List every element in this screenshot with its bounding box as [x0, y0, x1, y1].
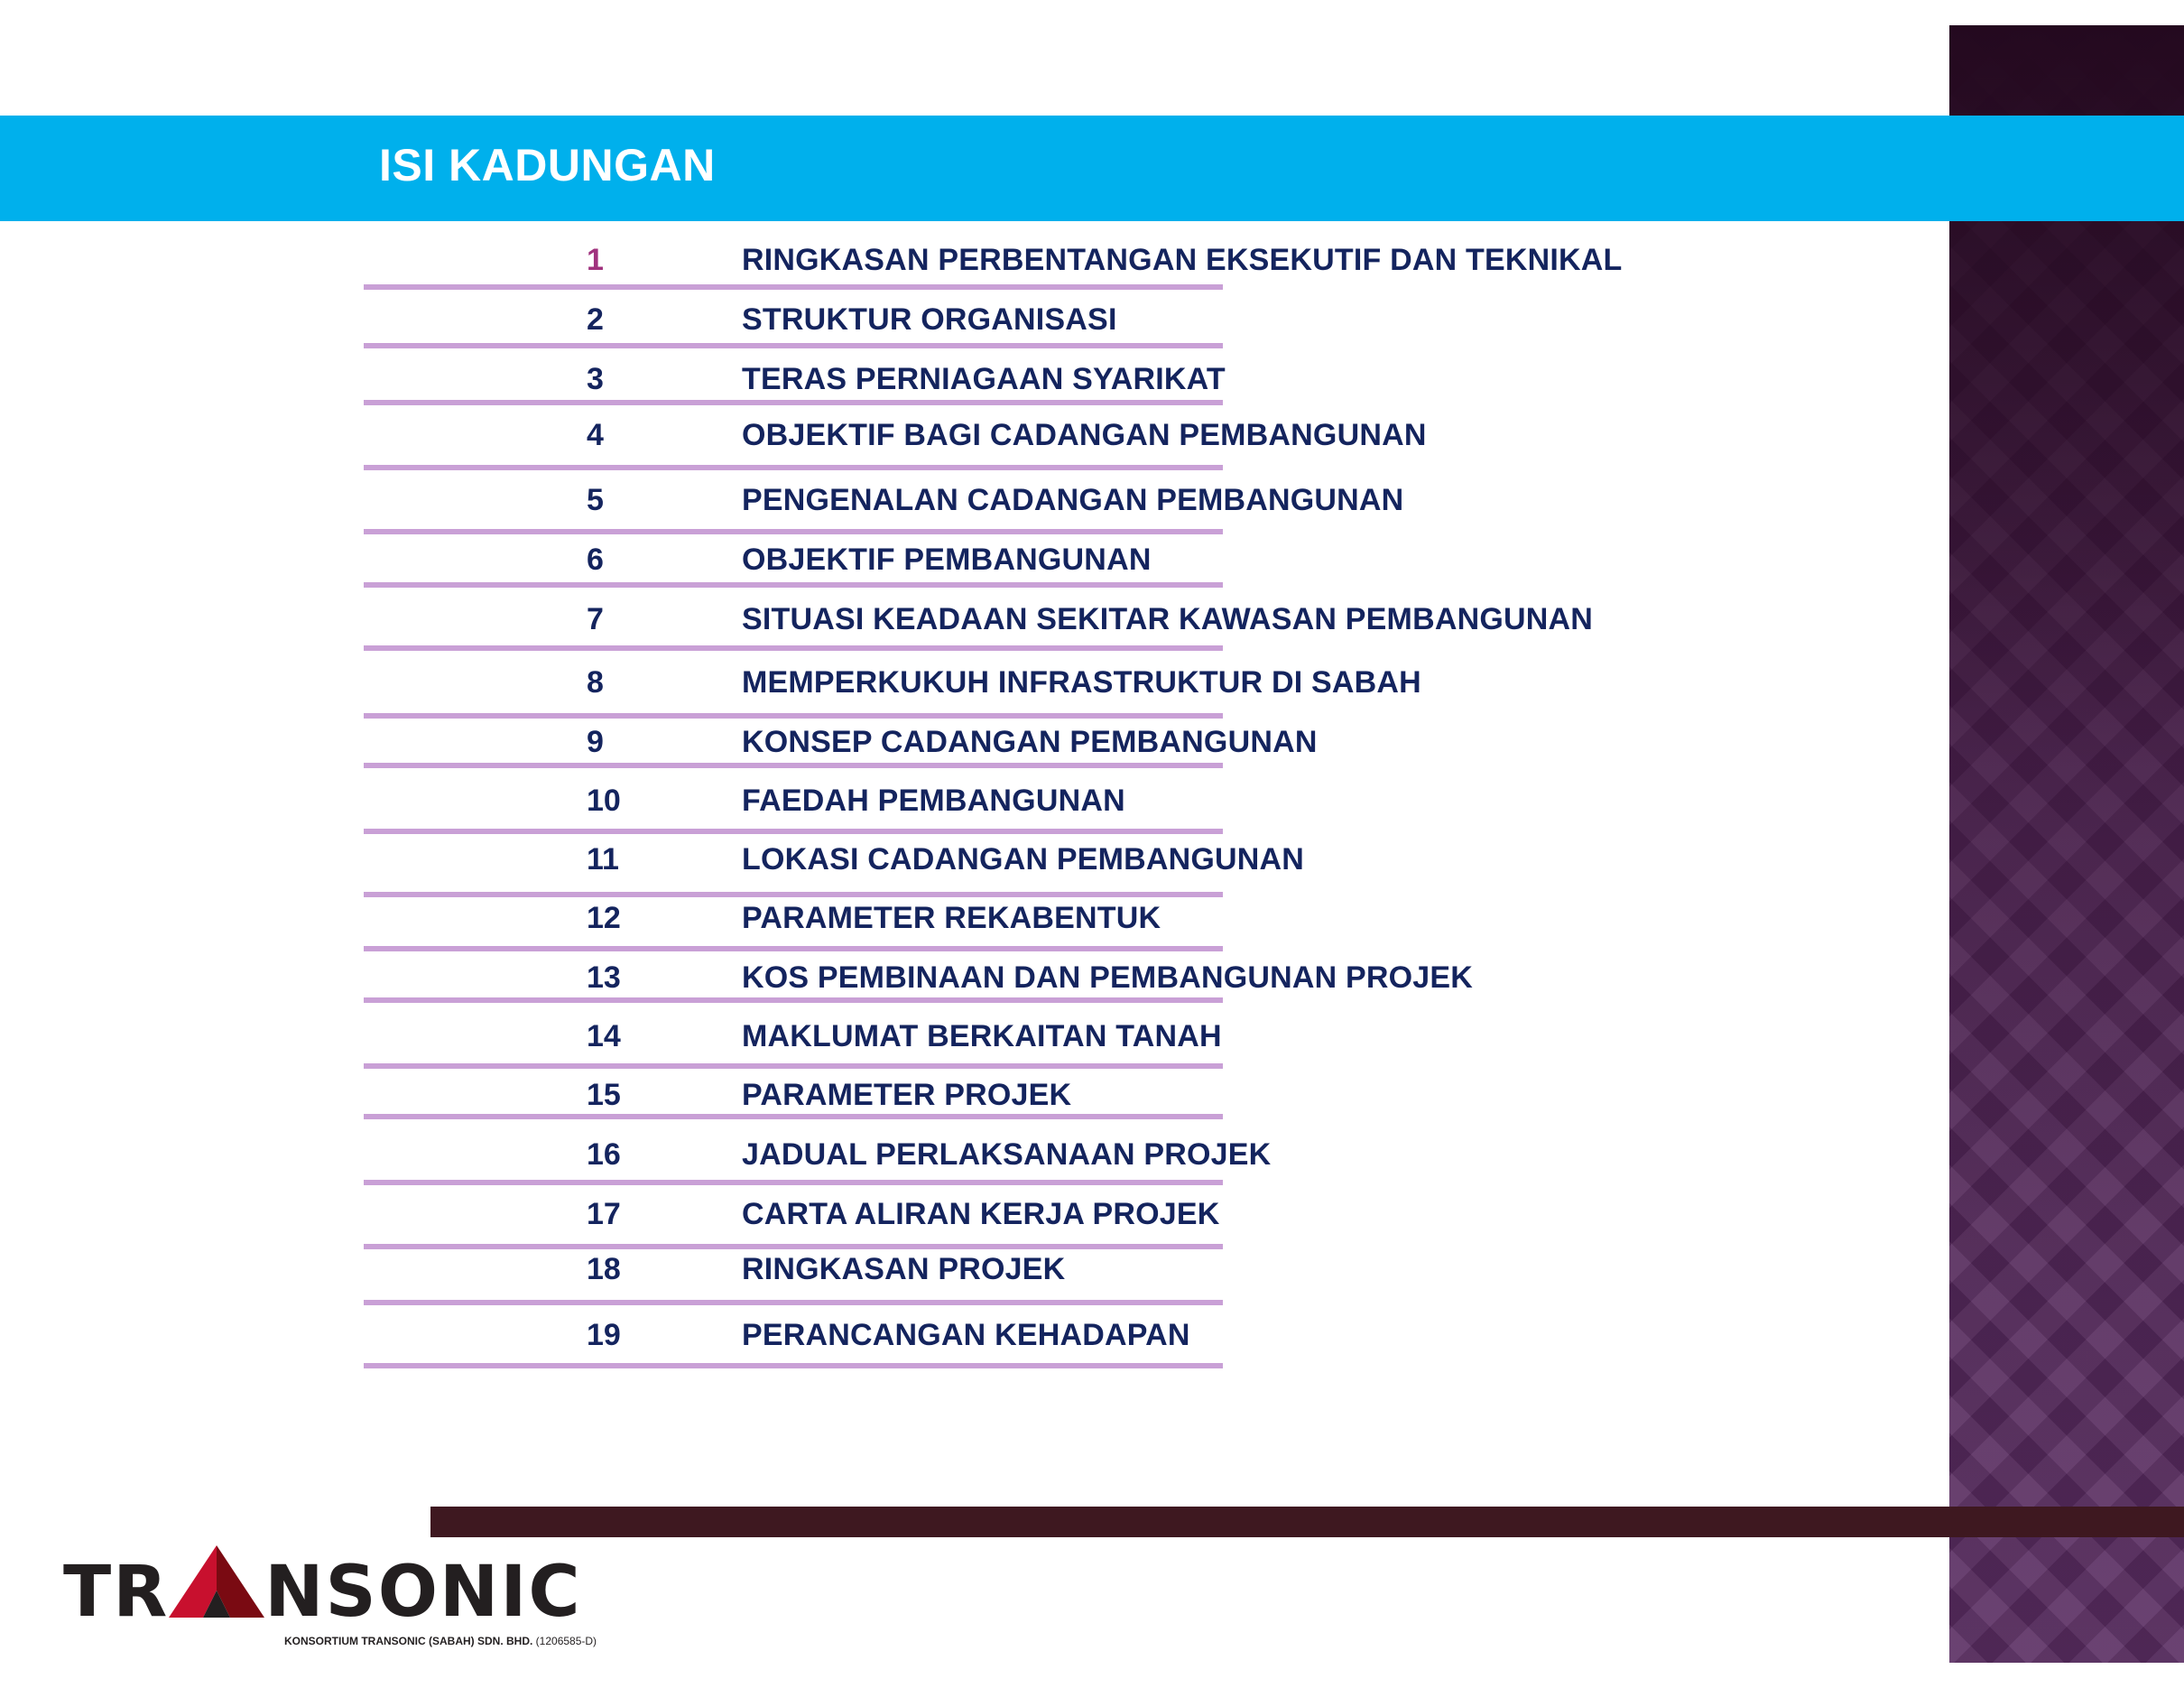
toc-item	[0, 1312, 1949, 1366]
toc-item-number: 5	[587, 483, 604, 517]
toc-item	[0, 895, 1949, 949]
toc-item-title: PENGENALAN CADANGAN PEMBANGUNAN	[742, 483, 1404, 517]
toc-divider	[364, 1114, 1223, 1119]
company-logo	[63, 1545, 623, 1654]
toc-item-title: KOS PEMBINAAN DAN PEMBANGUNAN PROJEK	[742, 960, 1474, 995]
toc-item	[0, 1191, 1949, 1245]
toc-item	[0, 296, 1949, 350]
page-title: ISI KADUNGAN	[379, 140, 716, 190]
toc-item-title: PERANCANGAN KEHADAPAN	[742, 1318, 1190, 1352]
toc-item-title: MAKLUMAT BERKAITAN TANAH	[742, 1019, 1222, 1053]
toc-item-title: OBJEKTIF PEMBANGUNAN	[742, 543, 1152, 577]
toc-item-title: LOKASI CADANGAN PEMBANGUNAN	[742, 842, 1305, 876]
toc-item-title: FAEDAH PEMBANGUNAN	[742, 784, 1125, 818]
logo-reg-no: (1206585-D)	[535, 1635, 597, 1647]
toc-item	[0, 1013, 1949, 1067]
toc-item	[0, 1131, 1949, 1185]
toc-item-title: CARTA ALIRAN KERJA PROJEK	[742, 1197, 1220, 1231]
toc-item-title: TERAS PERNIAGAAN SYARIKAT	[742, 362, 1226, 396]
logo-company: KONSORTIUM TRANSONIC (SABAH) SDN. BHD.	[284, 1635, 533, 1647]
toc-item-title: MEMPERKUKUH INFRASTRUKTUR DI SABAH	[742, 665, 1421, 700]
toc-divider	[364, 343, 1223, 348]
toc-item-number: 19	[587, 1318, 621, 1352]
decorative-side-panel	[1949, 25, 2184, 1663]
toc-item-title: PARAMETER PROJEK	[742, 1078, 1072, 1112]
toc-divider	[364, 997, 1223, 1003]
toc-item-number: 8	[587, 665, 604, 700]
toc-item-number: 7	[587, 602, 604, 636]
toc-divider	[364, 645, 1223, 651]
toc-divider	[364, 1300, 1223, 1305]
toc-divider	[364, 1063, 1223, 1069]
logo-word-left: TR	[63, 1552, 170, 1633]
toc-divider	[364, 1363, 1223, 1368]
toc-item	[0, 836, 1949, 890]
toc-item-title: KONSEP CADANGAN PEMBANGUNAN	[742, 725, 1318, 759]
toc-item-number: 2	[587, 302, 604, 337]
toc-item	[0, 412, 1949, 466]
toc-item-title: STRUKTUR ORGANISASI	[742, 302, 1117, 337]
toc-divider	[364, 582, 1223, 588]
footer-bar	[430, 1507, 2184, 1537]
toc-item	[0, 659, 1949, 713]
toc-item	[0, 596, 1949, 650]
toc-item-number: 9	[587, 725, 604, 759]
toc-divider	[364, 946, 1223, 951]
toc-item	[0, 477, 1949, 531]
toc-item-number: 15	[587, 1078, 621, 1112]
toc-item-title: PARAMETER REKABENTUK	[742, 901, 1161, 935]
toc-item-title: OBJEKTIF BAGI CADANGAN PEMBANGUNAN	[742, 418, 1427, 452]
toc-item-number: 4	[587, 418, 604, 452]
toc-item	[0, 1246, 1949, 1300]
logo-wordmark	[63, 1545, 582, 1636]
toc-divider	[364, 763, 1223, 768]
toc-item-title: SITUASI KEADAAN SEKITAR KAWASAN PEMBANGUNAN	[742, 602, 1594, 636]
toc-item-number: 14	[587, 1019, 621, 1053]
toc-item	[0, 777, 1949, 831]
toc-item-number: 1	[587, 243, 604, 277]
toc-item-number: 16	[587, 1137, 621, 1172]
toc-divider	[364, 529, 1223, 534]
toc-item-number: 18	[587, 1252, 621, 1286]
logo-word-right: NSONIC	[264, 1552, 582, 1633]
toc-divider	[364, 465, 1223, 470]
toc-item-title: RINGKASAN PROJEK	[742, 1252, 1066, 1286]
toc-item-title: JADUAL PERLAKSANAAN PROJEK	[742, 1137, 1272, 1172]
toc-item-number: 17	[587, 1197, 621, 1231]
toc-item-number: 6	[587, 543, 604, 577]
toc-divider	[364, 829, 1223, 834]
toc-item-number: 13	[587, 960, 621, 995]
toc-divider	[364, 284, 1223, 290]
toc-item-number: 10	[587, 784, 621, 818]
toc-item-number: 3	[587, 362, 604, 396]
logo-a-mark-icon	[169, 1545, 264, 1618]
logo-company-name	[284, 1635, 597, 1647]
toc-item-title: RINGKASAN PERBENTANGAN EKSEKUTIF DAN TEKNIKAL	[742, 243, 1623, 277]
toc-divider	[364, 1180, 1223, 1185]
toc-item-number: 11	[587, 842, 619, 876]
toc-item-number: 12	[587, 901, 621, 935]
toc-item	[0, 237, 1949, 291]
toc-divider	[364, 400, 1223, 405]
